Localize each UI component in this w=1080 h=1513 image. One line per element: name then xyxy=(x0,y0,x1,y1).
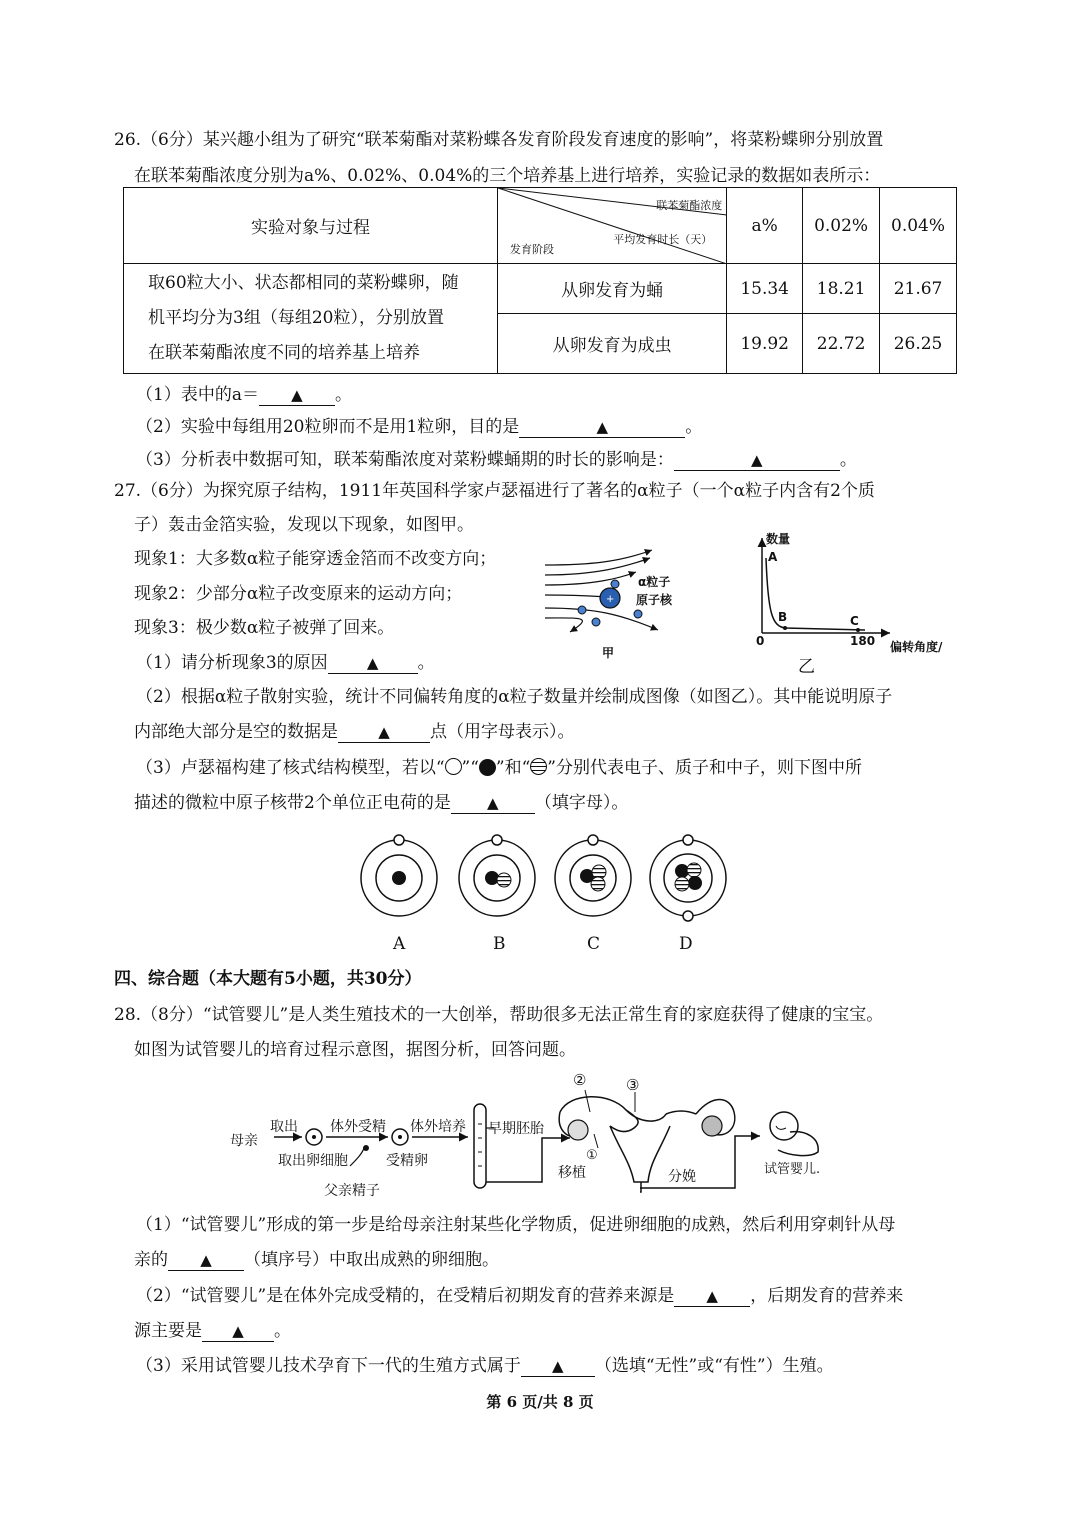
q26-sub1: （1）表中的a＝ ▲ 。 xyxy=(136,385,352,405)
ivf-take-out: 取出 xyxy=(270,1119,298,1135)
nucleus-label: 原子核 xyxy=(636,593,673,607)
q27-phenomenon2: 现象2：少部分α粒子改变原来的运动方向； xyxy=(134,584,463,604)
diag-bottom-label: 发育阶段 xyxy=(509,243,554,256)
atom-option-a xyxy=(361,835,437,916)
table-header-process: 实验对象与过程 xyxy=(124,188,498,264)
ivf-transplant: 移植 xyxy=(558,1165,586,1181)
q26-line2: 在联苯菊酯浓度分别为a%、0.02%、0.04%的三个培养基上进行培养，实验记录的数据如表所示： xyxy=(134,166,881,186)
q28-line1: 28.（8分）“试管婴儿”是人类生殖技术的一大创举，帮助很多无法正常生育的家庭获得了健康的宝宝。 xyxy=(114,1005,884,1025)
yi-point-c: C xyxy=(850,614,859,628)
q28-sub1-line1: （1）“试管婴儿”形成的第一步是给母亲注射某些化学物质，促进卵细胞的成熟，然后利用穿刺针从母 xyxy=(136,1215,896,1235)
ivf-marker-2: ② xyxy=(573,1071,587,1089)
ivf-take-egg: 取出卵细胞 xyxy=(278,1153,348,1169)
yi-xlabel: 偏转角度/ xyxy=(890,640,943,654)
electron-icon xyxy=(445,758,462,775)
page-footer: 第 6 页/共 8 页 xyxy=(486,1393,594,1411)
process-line: 在联苯菊酯浓度不同的培养基上培养 xyxy=(148,343,420,363)
neutron-icon xyxy=(530,758,547,775)
ivf-early-embryo: 早期胚胎 xyxy=(488,1121,544,1137)
ivf-delivery: 分娩 xyxy=(668,1169,696,1185)
answer-blank[interactable]: ▲ xyxy=(259,385,335,406)
answer-blank[interactable]: ▲ xyxy=(328,653,418,674)
ivf-father-sperm: 父亲精子 xyxy=(324,1183,380,1199)
answer-blank[interactable]: ▲ xyxy=(451,793,535,814)
alpha-label: α粒子 xyxy=(638,575,671,589)
table-cell: 21.67 xyxy=(880,264,957,314)
answer-blank[interactable]: ▲ xyxy=(519,417,685,438)
answer-blank[interactable]: ▲ xyxy=(202,1321,274,1342)
option-label-d: D xyxy=(679,934,693,954)
figure-yi xyxy=(740,528,970,677)
proton-icon xyxy=(479,759,496,776)
figure-jia xyxy=(540,542,700,662)
ivf-mother: 母亲 xyxy=(230,1133,258,1149)
process-line: 取60粒大小、状态都相同的菜粉蝶卵，随 xyxy=(148,273,459,293)
section-four-title: 四、综合题（本大题有5小题，共30分） xyxy=(114,969,422,989)
answer-blank[interactable]: ▲ xyxy=(674,450,840,471)
q26-sub2: （2）实验中每组用20粒卵而不是用1粒卵，目的是 ▲ 。 xyxy=(136,417,703,437)
yi-tick-180: 180 xyxy=(850,634,876,648)
ivf-fertilization: 体外受精 xyxy=(330,1119,386,1135)
option-label-c: C xyxy=(587,934,601,954)
q27-sub2-line1: （2）根据α粒子散射实验，统计不同偏转角度的α粒子数量并绘制成图像（如图乙）。其中能说明原子 xyxy=(136,687,893,707)
atom-options xyxy=(355,832,735,924)
q27-line1: 27.（6分）为探究原子结构，1911年英国科学家卢瑟福进行了著名的α粒子（一个α粒子内含有2个质 xyxy=(114,481,875,501)
yi-ylabel: 数量 xyxy=(766,532,791,546)
q27-sub2-line2: 内部绝大部分是空的数据是 ▲ 点（用字母表示）。 xyxy=(134,722,575,742)
q28-sub3: （3）采用试管婴儿技术孕育下一代的生殖方式属于 ▲ （选填“无性”或“有性”）生殖。 xyxy=(136,1356,834,1376)
atom-option-b xyxy=(459,835,535,916)
diag-top-label: 联苯菊酯浓度 xyxy=(656,199,723,212)
table-cell: 26.25 xyxy=(880,314,957,374)
ivf-marker-1: ① xyxy=(586,1148,598,1163)
svg-text:+: + xyxy=(606,594,615,605)
q26-table xyxy=(123,187,957,374)
q28-sub1-line2: 亲的 ▲ （填序号）中取出成熟的卵细胞。 xyxy=(134,1250,499,1270)
q27-phenomenon1: 现象1：大多数α粒子能穿透金箔而不改变方向； xyxy=(134,549,497,569)
stage-adult: 从卵发育为成虫 xyxy=(497,314,726,374)
fig-yi-caption: 乙 xyxy=(798,657,815,677)
yi-origin: 0 xyxy=(756,634,765,648)
alpha-scattering-diagram xyxy=(540,542,700,642)
atom-option-c xyxy=(555,835,631,916)
answer-blank[interactable]: ▲ xyxy=(521,1356,595,1377)
q26-sub3: （3）分析表中数据可知，联苯菊酯浓度对菜粉蝶蛹期的时长的影响是： ▲ 。 xyxy=(136,450,857,470)
fig-jia-caption: 甲 xyxy=(602,646,615,660)
conc-002: 0.02% xyxy=(803,188,880,264)
ivf-marker-3: ③ xyxy=(626,1076,640,1094)
q27-sub3-line1: （3）卢瑟福构建了核式结构模型，若以“ ”“ ”和“ ”分别代表电子、质子和中子，则下图中所 xyxy=(136,758,862,778)
table-cell: 18.21 xyxy=(803,264,880,314)
q28-line2: 如图为试管婴儿的培育过程示意图，据图分析，回答问题。 xyxy=(134,1040,576,1060)
process-line: 机平均分为3组（每组20粒），分别放置 xyxy=(148,308,444,328)
answer-blank[interactable]: ▲ xyxy=(168,1250,244,1271)
table-diagonal-header xyxy=(497,188,726,264)
ivf-baby: 试管婴儿. xyxy=(764,1162,821,1177)
conc-004: 0.04% xyxy=(880,188,957,264)
q27-line2: 子）轰击金箔实验，发现以下现象，如图甲。 xyxy=(134,515,474,535)
table-cell: 22.72 xyxy=(803,314,880,374)
q26-line1: 26.（6分）某兴趣小组为了研究“联苯菊酯对菜粉蝶各发育阶段发育速度的影响”，将菜粉蝶卵分别放置 xyxy=(114,130,884,150)
table-cell: 15.34 xyxy=(727,264,803,314)
stage-pupa: 从卵发育为蛹 xyxy=(497,264,726,314)
q28-sub2-line1: （2）“试管婴儿”是在体外完成受精的，在受精后初期发育的营养来源是 ▲ ，后期发育的营养来 xyxy=(136,1286,904,1306)
conc-a: a% xyxy=(727,188,803,264)
q27-sub1: （1）请分析现象3的原因 ▲ 。 xyxy=(136,653,435,673)
q27-phenomenon3: 现象3：极少数α粒子被弹了回来。 xyxy=(134,618,395,638)
answer-blank[interactable]: ▲ xyxy=(674,1286,750,1307)
ivf-culture: 体外培养 xyxy=(410,1119,466,1135)
yi-point-a: A xyxy=(768,550,778,564)
yi-point-b: B xyxy=(778,610,788,624)
q28-sub2-line2: 源主要是 ▲ 。 xyxy=(134,1321,291,1341)
option-label-b: B xyxy=(493,934,506,954)
atom-option-d xyxy=(650,835,726,921)
ivf-diagram xyxy=(230,1070,840,1200)
table-process-cell xyxy=(124,264,498,374)
table-cell: 19.92 xyxy=(727,314,803,374)
ivf-zygote: 受精卵 xyxy=(386,1153,428,1169)
option-label-a: A xyxy=(393,934,406,954)
diag-mid-label: 平均发育时长（天） xyxy=(613,233,713,246)
answer-blank[interactable]: ▲ xyxy=(338,722,430,743)
q27-sub3-line2: 描述的微粒中原子核带2个单位正电荷的是 ▲ （填字母）。 xyxy=(134,793,629,813)
